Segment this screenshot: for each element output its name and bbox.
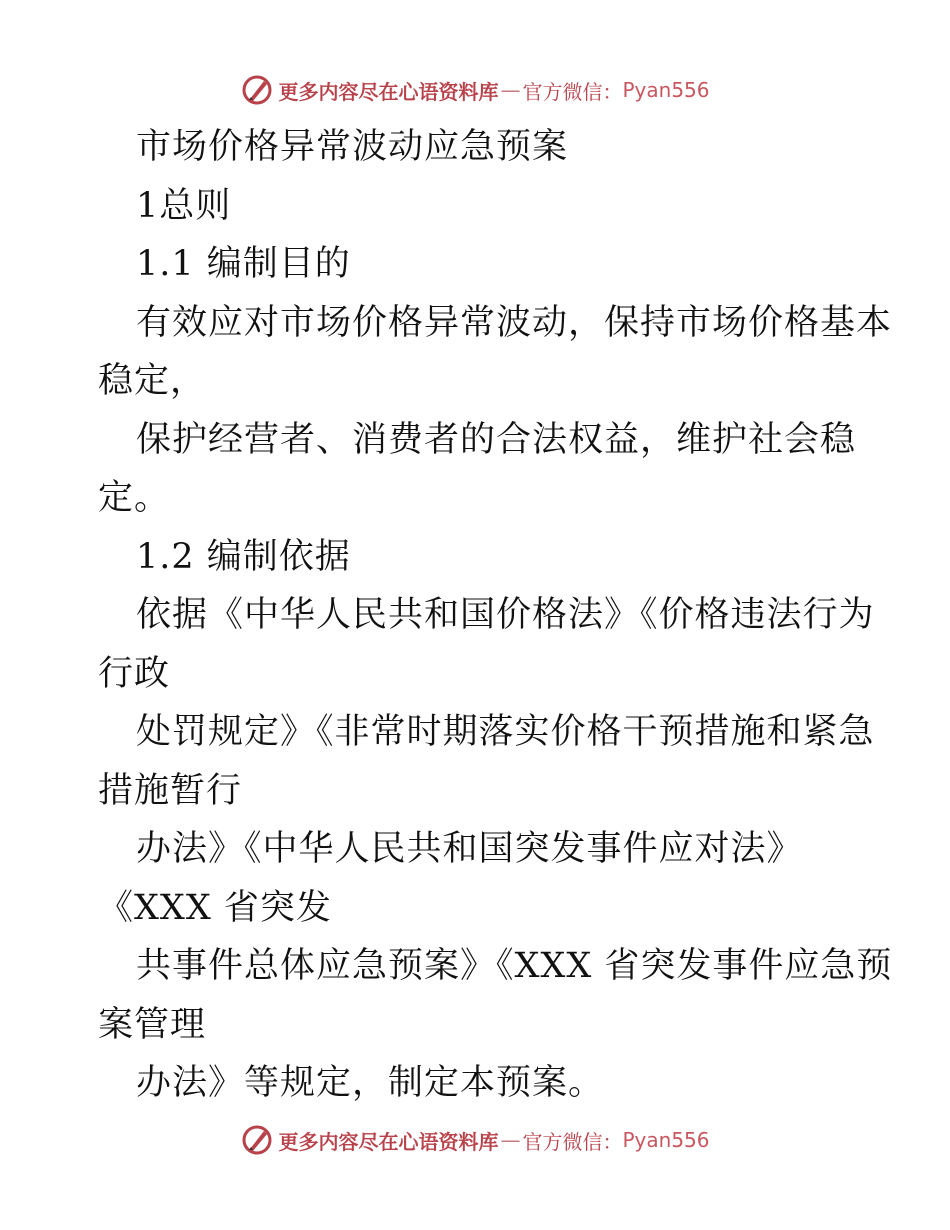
pen-logo-icon	[240, 73, 274, 107]
footer-banner	[0, 1120, 950, 1160]
paragraph-line: 处罚规定》《非常时期落实价格干预措施和紧急	[136, 712, 875, 752]
paragraph-line: 《XXX 省突发	[98, 887, 332, 928]
paragraph-line: 有效应对市场价格异常波动，保持市场价格基本	[136, 302, 893, 343]
header-brand-text: 更多内容尽在心语资料库	[278, 79, 499, 104]
subsection-heading: 1.1 编制目的	[136, 244, 351, 284]
header-wechat-label: 官方微信：	[522, 79, 623, 104]
subsection-heading: 1.2 编制依据	[136, 536, 351, 577]
paragraph-line: 定。	[98, 478, 171, 518]
header-banner	[0, 70, 950, 110]
footer-wechat-label: 官方微信：	[522, 1129, 623, 1154]
paragraph-line: 案管理	[98, 1004, 207, 1045]
document-title: 市场价格异常波动应急预案	[136, 127, 569, 167]
section-heading: 1总则	[136, 185, 232, 226]
paragraph-line: 保护经营者、消费者的合法权益，维护社会稳	[136, 419, 857, 460]
paragraph-line: 行政	[98, 653, 171, 694]
paragraph-line: 措施暂行	[98, 770, 243, 811]
document-body	[98, 118, 893, 1113]
header-separator: —	[500, 78, 521, 102]
paragraph-line: 共事件总体应急预案》《XXX 省突发事件应急预	[136, 946, 893, 986]
header-wechat-id: Pyan556	[622, 78, 710, 102]
pen-logo-icon	[240, 1123, 274, 1157]
paragraph-line: 办法》等规定，制定本预案。	[136, 1063, 605, 1103]
paragraph-line: 依据《中华人民共和国价格法》《价格违法行为	[136, 595, 875, 635]
footer-wechat-id: Pyan556	[622, 1128, 710, 1152]
footer-separator: —	[500, 1128, 521, 1152]
paragraph-line: 办法》《中华人民共和国突发事件应对法》	[136, 829, 803, 869]
paragraph-line: 稳定，	[98, 361, 207, 401]
footer-brand-text: 更多内容尽在心语资料库	[278, 1129, 499, 1154]
